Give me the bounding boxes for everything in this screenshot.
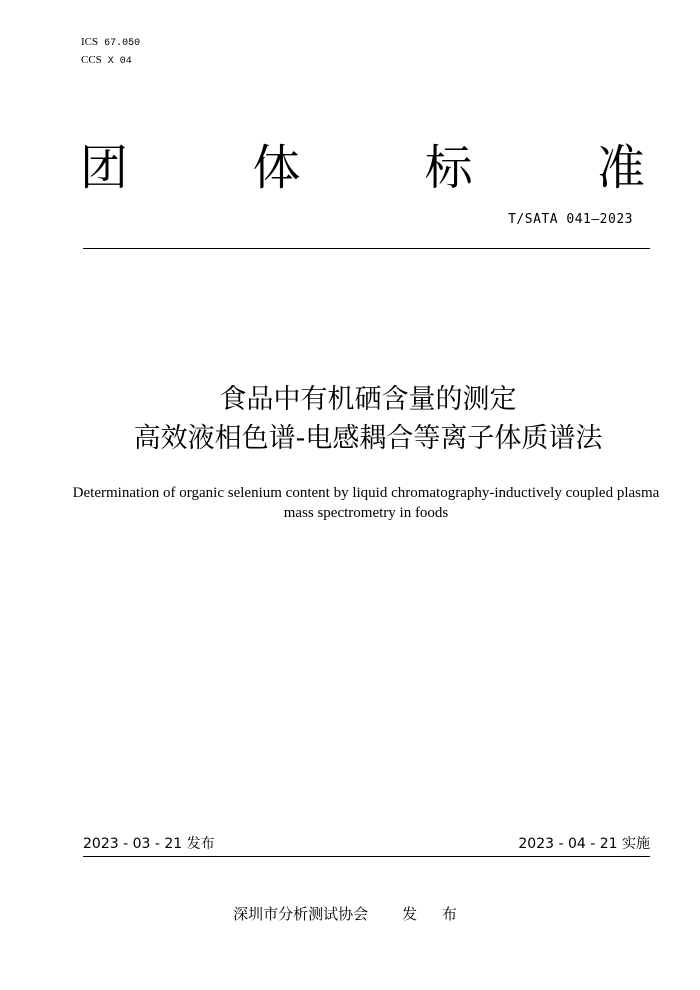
chinese-title-line-1: 食品中有机硒含量的测定	[219, 384, 517, 415]
standard-type-char: 准	[596, 140, 645, 196]
chinese-title-line-2: 高效液相色谱-电感耦合等离子体质谱法	[133, 423, 603, 454]
ics-code: 67.050	[104, 38, 141, 49]
standard-type-char: 标	[424, 140, 473, 196]
implementation-date: 2023 - 04 - 21 实施	[518, 836, 650, 852]
ics-label: ICS	[81, 36, 99, 48]
english-title: Determination of organic selenium content by liquid chromatography-inductively coupled plasma mass spectrometry in foods	[72, 485, 660, 521]
ics-classification	[81, 35, 140, 51]
publisher-line	[0, 904, 700, 924]
standard-type-heading	[80, 140, 645, 196]
header-divider	[83, 248, 650, 249]
ccs-label: CCS	[81, 54, 102, 66]
publisher-name: 深圳市分析测试协会	[233, 905, 369, 923]
publish-label: 发 布	[402, 905, 467, 923]
ccs-code: X 04	[107, 56, 132, 67]
ccs-classification	[81, 53, 132, 69]
footer-divider	[83, 856, 650, 857]
standard-type-char: 体	[252, 140, 301, 196]
issue-date: 2023 - 03 - 21 发布	[83, 836, 215, 852]
standard-type-char: 团	[80, 140, 129, 196]
standard-number: T/SATA 041—2023	[508, 212, 633, 227]
